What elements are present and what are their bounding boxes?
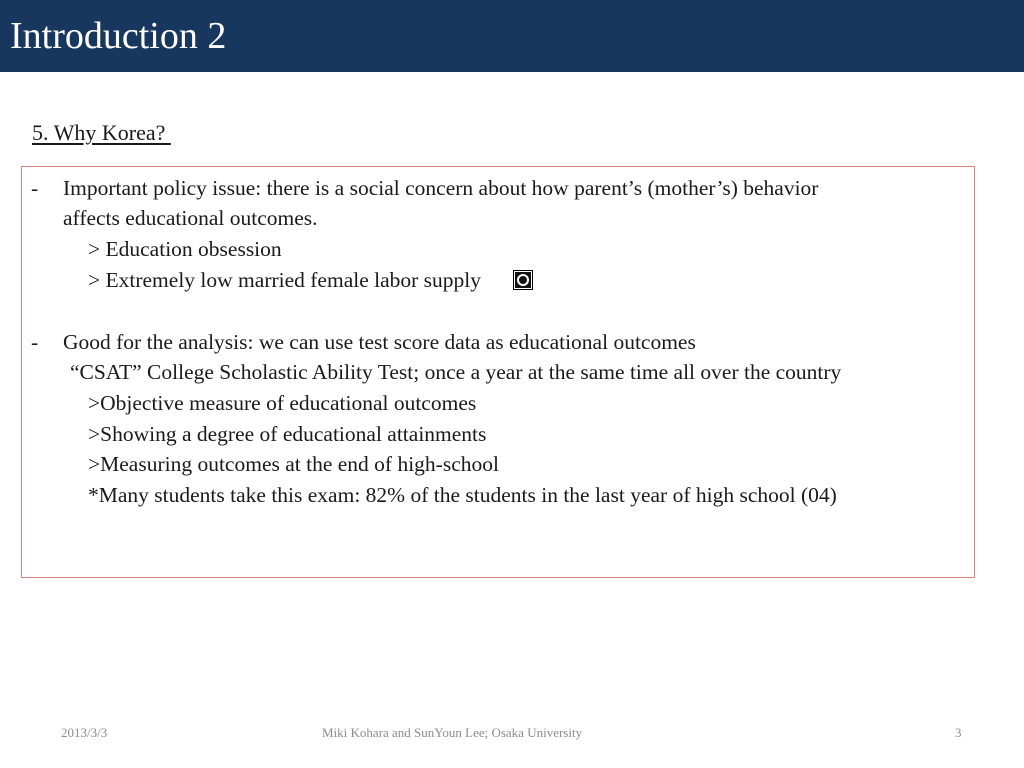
- slide-title: Introduction 2: [10, 15, 227, 57]
- point1-sub2-row: [88, 265, 533, 295]
- bullet-marker: -: [31, 330, 39, 354]
- section-heading: 5. Why Korea?: [32, 120, 171, 145]
- point2-sub1: >Objective measure of educational outcomes: [88, 391, 477, 415]
- point2-line2: “CSAT” College Scholastic Ability Test; once a year at the same time all over the country: [70, 360, 842, 384]
- point1-sub1: > Education obsession: [88, 237, 282, 261]
- sound-icon[interactable]: [513, 268, 533, 288]
- point1-line1: Important policy issue: there is a social concern about how parent’s (mother’s) behavior: [63, 176, 819, 200]
- point2-note: *Many students take this exam: 82% of the students in the last year of high school (04): [88, 483, 837, 507]
- bullet-marker: -: [31, 176, 39, 200]
- point2-line1: Good for the analysis: we can use test score data as educational outcomes: [63, 330, 696, 354]
- point1-sub2: > Extremely low married female labor supply: [88, 268, 482, 292]
- footer-date: 2013/3/3: [61, 725, 108, 740]
- footer-page-number: 3: [955, 725, 962, 740]
- point1-line2: affects educational outcomes.: [63, 206, 318, 230]
- point2-sub2: >Showing a degree of educational attainments: [88, 422, 487, 446]
- slide-header: [0, 0, 1024, 72]
- point2-sub3: >Measuring outcomes at the end of high-school: [88, 452, 499, 476]
- footer-authors: Miki Kohara and SunYoun Lee; Osaka University: [322, 725, 583, 740]
